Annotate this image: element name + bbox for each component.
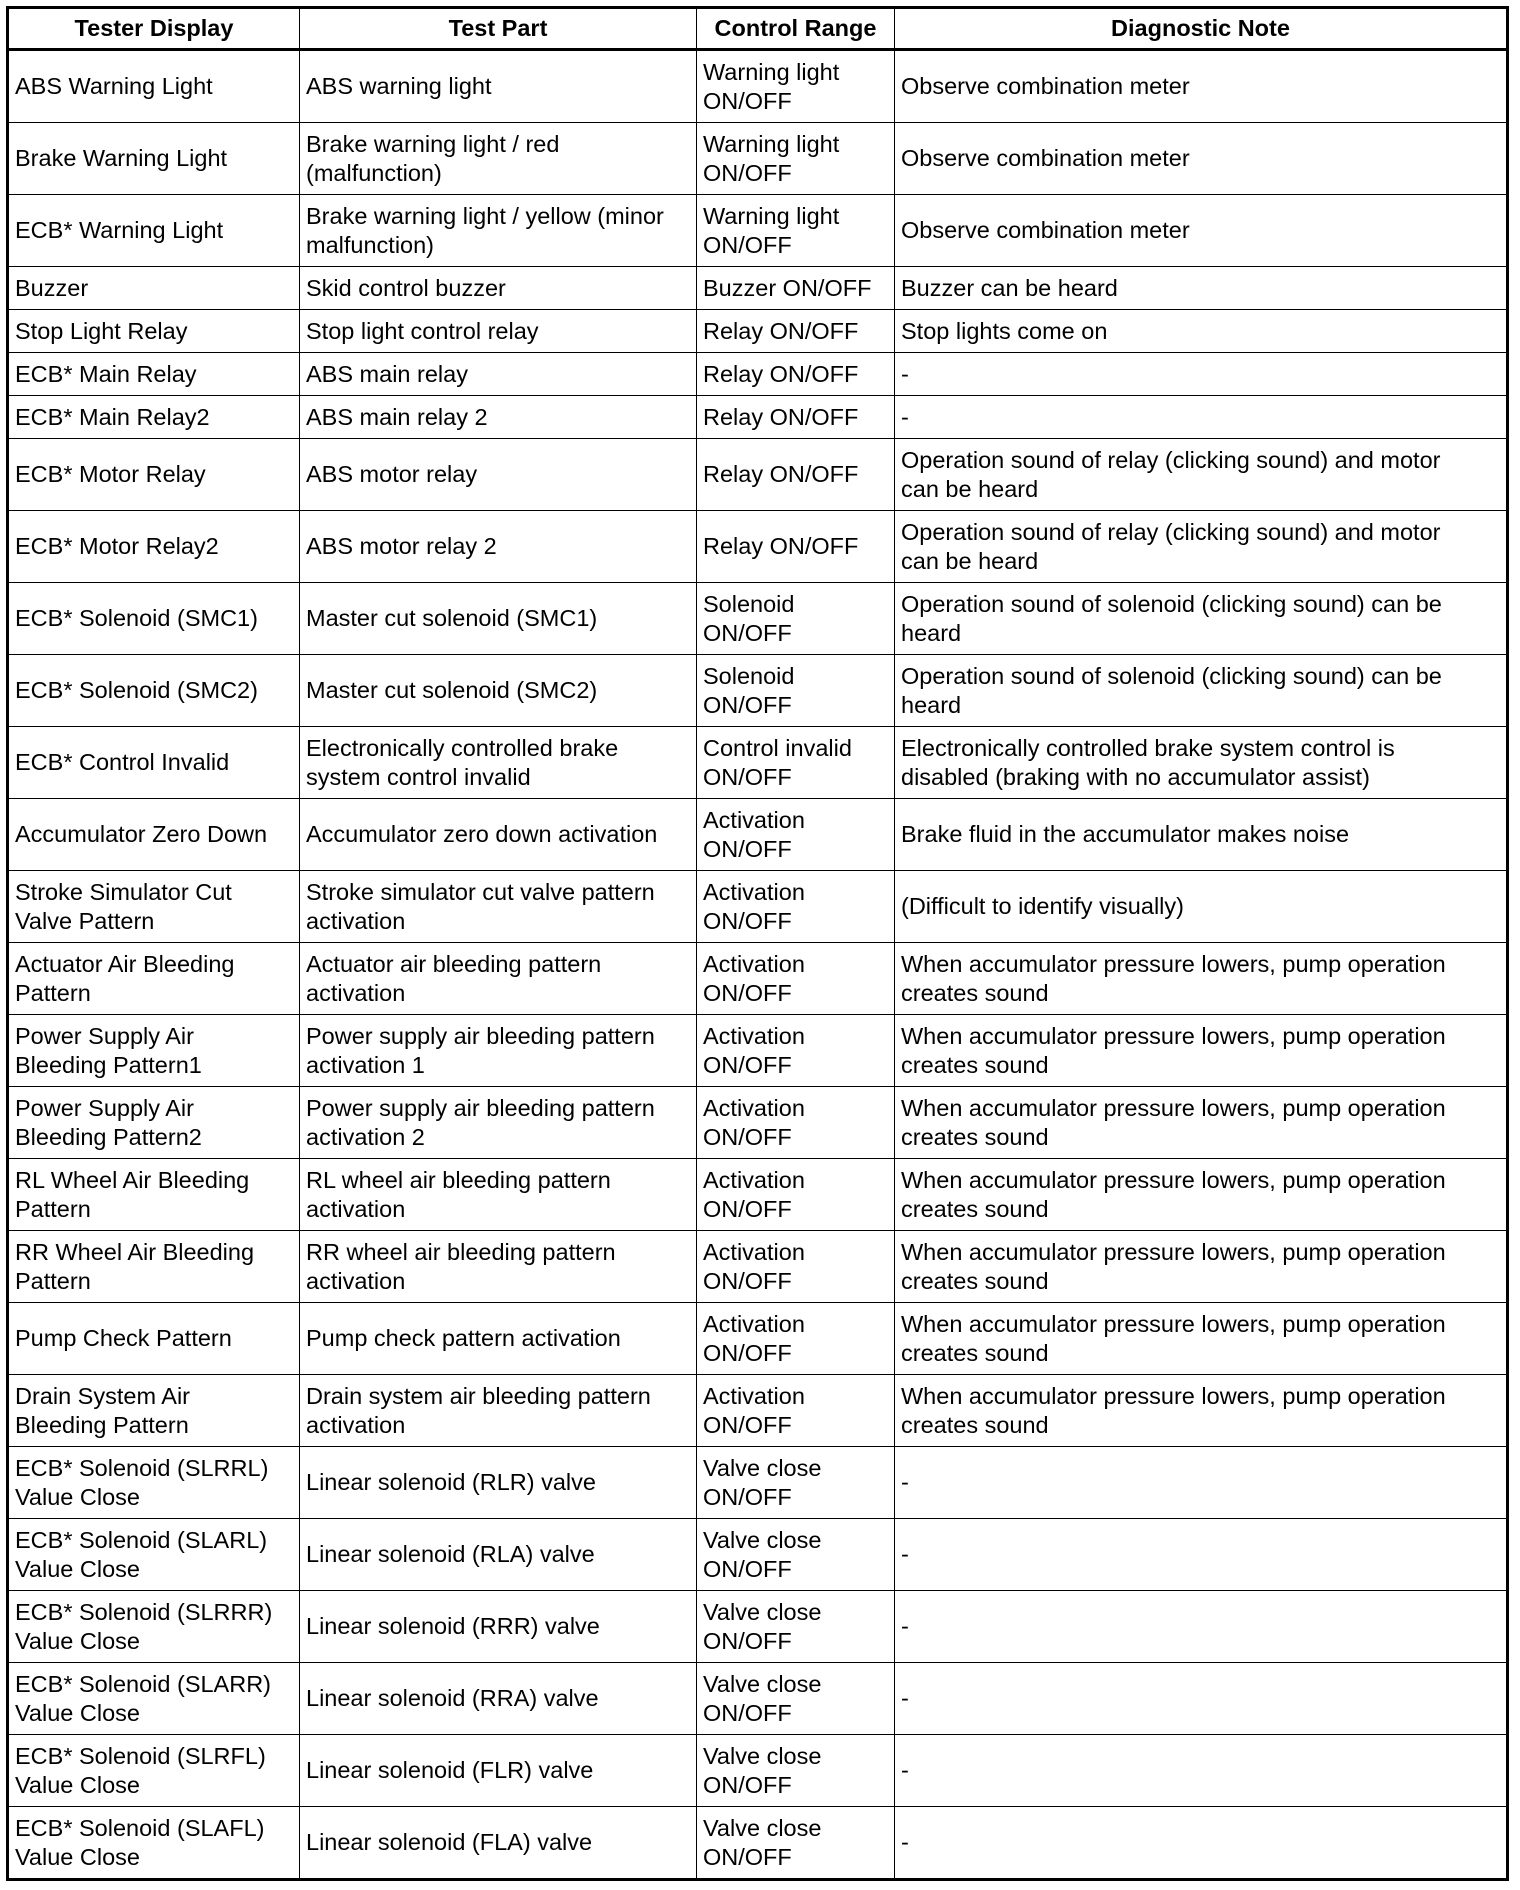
header-control-range: Control Range [697,8,895,50]
control-range-cell-text: Warning light ON/OFF [703,130,840,186]
control-range-cell-text: Activation ON/OFF [703,1166,805,1222]
tester-display-cell [8,1447,300,1519]
control-range-cell-text: Activation ON/OFF [703,1238,805,1294]
test-part-cell [300,1231,697,1303]
diagnostic-note-cell-text: Stop lights come on [901,317,1108,344]
tester-display-cell-text: RL Wheel Air Bleeding Pattern [15,1166,250,1222]
test-part-cell [300,439,697,511]
test-part-cell-text: ABS motor relay 2 [306,533,497,559]
control-range-cell-text: Valve close ON/OFF [703,1454,822,1510]
diagnostic-note-cell [895,1159,1508,1231]
tester-display-cell [8,1519,300,1591]
test-part-cell [300,353,697,396]
control-range-cell [697,50,895,123]
test-part-cell [300,655,697,727]
test-part-cell-text: Power supply air bleeding pattern activation 2 [306,1094,655,1150]
tester-display-cell-text: Stroke Simulator Cut Valve Pattern [15,878,232,934]
tester-display-cell-text: Accumulator Zero Down [15,821,268,847]
tester-display-cell-text: ECB* Solenoid (SLARL) Value Close [15,1526,268,1582]
control-range-cell-text: Valve close ON/OFF [703,1742,822,1798]
diagnostic-note-cell [895,1087,1508,1159]
control-range-cell [697,396,895,439]
test-part-cell [300,1303,697,1375]
test-part-cell-text: ABS main relay 2 [306,403,488,430]
control-range-cell [697,871,895,943]
control-range-cell [697,1231,895,1303]
control-range-cell-text: Activation ON/OFF [703,806,805,862]
test-part-cell-text: Pump check pattern activation [306,1325,621,1351]
tester-display-cell [8,267,300,310]
diagnostic-note-cell-text: Brake fluid in the accumulator makes noise [901,821,1350,847]
diagnostic-note-cell-text: Observe combination meter [901,145,1190,171]
tester-display-cell [8,439,300,511]
diagnostic-note-cell-text: - [901,1757,909,1783]
test-part-cell-text: Accumulator zero down activation [306,821,658,847]
diagnostic-note-cell [895,1303,1508,1375]
control-range-cell [697,1519,895,1591]
test-part-cell [300,1663,697,1735]
test-part-cell-text: Brake warning light / yellow (minor malfunction) [306,202,664,258]
test-part-cell-text: Drain system air bleeding pattern activation [306,1382,651,1438]
control-range-cell-text: Valve close ON/OFF [703,1598,822,1654]
tester-display-cell [8,727,300,799]
control-range-cell [697,1735,895,1807]
test-part-cell [300,1807,697,1880]
control-range-cell-text: Relay ON/OFF [703,360,859,387]
tester-display-cell [8,943,300,1015]
diagnostic-note-cell [895,799,1508,871]
table-row [8,1015,1508,1087]
control-range-cell-text: Activation ON/OFF [703,1382,805,1438]
control-range-cell-text: Activation ON/OFF [703,950,805,1006]
tester-display-cell [8,1015,300,1087]
test-part-cell-text: ABS motor relay [306,461,478,487]
test-part-cell [300,1015,697,1087]
tester-display-cell-text: ECB* Solenoid (SLARR) Value Close [15,1670,271,1726]
control-range-cell [697,1663,895,1735]
tester-display-cell-text: Drain System Air Bleeding Pattern [15,1382,190,1438]
control-range-cell [697,1159,895,1231]
diagnostic-note-cell [895,1015,1508,1087]
test-part-cell-text: Brake warning light / red (malfunction) [306,130,560,186]
tester-display-cell-text: ECB* Solenoid (SLRRR) Value Close [15,1598,273,1654]
tester-display-cell [8,1159,300,1231]
diagnostic-note-cell-text: - [901,1469,909,1495]
table-row [8,1519,1508,1591]
tester-display-cell [8,310,300,353]
table-body [8,50,1508,1880]
test-part-cell [300,727,697,799]
test-part-cell-text: Linear solenoid (FLR) valve [306,1757,594,1783]
control-range-cell [697,727,895,799]
table-row [8,439,1508,511]
control-range-cell-text: Solenoid ON/OFF [703,590,795,646]
diagnostic-note-cell-text: Observe combination meter [901,73,1190,99]
diagnostic-note-cell-text: Buzzer can be heard [901,274,1118,301]
diagnostic-note-cell [895,727,1508,799]
tester-display-cell-text: ECB* Warning Light [15,217,224,243]
table-row [8,583,1508,655]
test-part-cell-text: Power supply air bleeding pattern activation 1 [306,1022,655,1078]
table-row [8,1447,1508,1519]
diagnostic-note-cell [895,1447,1508,1519]
diagnostic-note-cell [895,439,1508,511]
test-part-cell [300,1087,697,1159]
test-part-cell [300,1375,697,1447]
tester-display-cell-text: Buzzer [15,274,89,301]
diagnostic-note-cell [895,1807,1508,1880]
diagnostic-note-cell [895,943,1508,1015]
tester-display-cell-text: Power Supply Air Bleeding Pattern2 [15,1094,202,1150]
diagnostic-note-cell-text: When accumulator pressure lowers, pump operation creates sound [901,1382,1446,1438]
control-range-cell-text: Warning light ON/OFF [703,202,840,258]
diagnostic-note-cell [895,1591,1508,1663]
table-row [8,1087,1508,1159]
table-row [8,1303,1508,1375]
diagnostic-note-cell [895,267,1508,310]
tester-display-cell [8,1087,300,1159]
tester-display-cell [8,1303,300,1375]
table-row [8,1231,1508,1303]
tester-display-cell-text: ECB* Control Invalid [15,749,230,775]
diagnostic-note-cell-text: Operation sound of solenoid (clicking sound) can be heard [901,662,1442,718]
tester-display-cell-text: ECB* Solenoid (SMC1) [15,605,258,631]
test-part-cell-text: Stroke simulator cut valve pattern activation [306,878,655,934]
active-test-table-container [6,6,1509,1881]
tester-display-cell-text: Actuator Air Bleeding Pattern [15,950,235,1006]
tester-display-cell [8,1663,300,1735]
test-part-cell-text: Stop light control relay [306,317,539,344]
control-range-cell [697,943,895,1015]
tester-display-cell-text: Brake Warning Light [15,145,228,171]
table-header-row [8,8,1508,50]
diagnostic-note-cell [895,353,1508,396]
control-range-cell-text: Warning light ON/OFF [703,58,840,114]
diagnostic-note-cell [895,511,1508,583]
control-range-cell-text: Relay ON/OFF [703,317,859,344]
table-row [8,353,1508,396]
test-part-cell-text: RR wheel air bleeding pattern activation [306,1238,616,1294]
diagnostic-note-cell-text: - [901,1541,909,1567]
test-part-cell-text: Actuator air bleeding pattern activation [306,950,602,1006]
control-range-cell [697,799,895,871]
control-range-cell-text: Valve close ON/OFF [703,1670,822,1726]
tester-display-cell-text: ECB* Motor Relay [15,461,206,487]
test-part-cell [300,799,697,871]
control-range-cell [697,655,895,727]
tester-display-cell-text: Power Supply Air Bleeding Pattern1 [15,1022,202,1078]
control-range-cell [697,1447,895,1519]
tester-display-cell-text: RR Wheel Air Bleeding Pattern [15,1238,255,1294]
diagnostic-note-cell [895,310,1508,353]
test-part-cell [300,871,697,943]
control-range-cell [697,439,895,511]
test-part-cell-text: Skid control buzzer [306,274,506,301]
control-range-cell-text: Relay ON/OFF [703,533,859,559]
header-tester-display: Tester Display [8,8,300,50]
header-test-part: Test Part [300,8,697,50]
control-range-cell [697,511,895,583]
diagnostic-note-cell-text: Operation sound of solenoid (clicking sound) can be heard [901,590,1442,646]
tester-display-cell-text: ECB* Solenoid (SLRRL) Value Close [15,1454,269,1510]
control-range-cell-text: Buzzer ON/OFF [703,274,872,301]
test-part-cell [300,396,697,439]
test-part-cell [300,1519,697,1591]
diagnostic-note-cell [895,1231,1508,1303]
test-part-cell-text: Master cut solenoid (SMC2) [306,677,598,703]
diagnostic-note-cell-text: When accumulator pressure lowers, pump operation creates sound [901,1166,1446,1222]
table-row [8,1591,1508,1663]
control-range-cell-text: Activation ON/OFF [703,1094,805,1150]
tester-display-cell [8,1375,300,1447]
test-part-cell [300,1591,697,1663]
test-part-cell [300,1735,697,1807]
diagnostic-note-cell-text: When accumulator pressure lowers, pump operation creates sound [901,1094,1446,1150]
active-test-table [6,6,1509,1881]
tester-display-cell [8,396,300,439]
diagnostic-note-cell-text: - [901,1829,909,1855]
control-range-cell [697,1303,895,1375]
control-range-cell-text: Valve close ON/OFF [703,1814,822,1870]
control-range-cell-text: Activation ON/OFF [703,1022,805,1078]
tester-display-cell [8,871,300,943]
diagnostic-note-cell [895,655,1508,727]
tester-display-cell-text: ECB* Main Relay [15,360,197,387]
diagnostic-note-cell-text: - [901,403,909,430]
control-range-cell [697,1015,895,1087]
table-row [8,799,1508,871]
test-part-cell [300,195,697,267]
tester-display-cell-text: ECB* Solenoid (SLRFL) Value Close [15,1742,266,1798]
test-part-cell-text: Linear solenoid (FLA) valve [306,1829,593,1855]
test-part-cell-text: Linear solenoid (RRR) valve [306,1613,600,1639]
tester-display-cell [8,1807,300,1880]
control-range-cell [697,1375,895,1447]
diagnostic-note-cell-text: (Difficult to identify visually) [901,893,1184,919]
control-range-cell-text: Control invalid ON/OFF [703,734,852,790]
control-range-cell-text: Activation ON/OFF [703,1310,805,1366]
diagnostic-note-cell-text: - [901,1685,909,1711]
diagnostic-note-cell [895,1519,1508,1591]
tester-display-cell-text: Stop Light Relay [15,317,188,344]
table-row [8,727,1508,799]
table-row [8,267,1508,310]
test-part-cell [300,123,697,195]
tester-display-cell [8,655,300,727]
header-diagnostic-note: Diagnostic Note [895,8,1508,50]
control-range-cell [697,310,895,353]
diagnostic-note-cell-text: Electronically controlled brake system control is disabled (braking with no accumulator assist) [901,734,1395,790]
diagnostic-note-cell-text: - [901,360,909,387]
table-row [8,655,1508,727]
test-part-cell [300,310,697,353]
diagnostic-note-cell-text: Observe combination meter [901,217,1190,243]
table-row [8,943,1508,1015]
tester-display-cell [8,1591,300,1663]
tester-display-cell [8,195,300,267]
tester-display-cell [8,1231,300,1303]
table-row [8,195,1508,267]
diagnostic-note-cell [895,50,1508,123]
table-row [8,511,1508,583]
table-row [8,1375,1508,1447]
tester-display-cell [8,353,300,396]
test-part-cell [300,511,697,583]
test-part-cell [300,1447,697,1519]
test-part-cell [300,267,697,310]
table-row [8,396,1508,439]
table-row [8,310,1508,353]
tester-display-cell [8,511,300,583]
diagnostic-note-cell [895,871,1508,943]
test-part-cell-text: ABS main relay [306,360,468,387]
diagnostic-note-cell-text: When accumulator pressure lowers, pump operation creates sound [901,1238,1446,1294]
control-range-cell [697,1807,895,1880]
test-part-cell [300,50,697,123]
test-part-cell [300,1159,697,1231]
tester-display-cell [8,583,300,655]
diagnostic-note-cell-text: - [901,1613,909,1639]
tester-display-cell [8,1735,300,1807]
tester-display-cell-text: Pump Check Pattern [15,1325,232,1351]
control-range-cell [697,267,895,310]
control-range-cell [697,1087,895,1159]
control-range-cell-text: Solenoid ON/OFF [703,662,795,718]
diagnostic-note-cell [895,1735,1508,1807]
diagnostic-note-cell-text: When accumulator pressure lowers, pump operation creates sound [901,1022,1446,1078]
table-row [8,1735,1508,1807]
table-row [8,123,1508,195]
tester-display-cell-text: ECB* Solenoid (SLAFL) Value Close [15,1814,265,1870]
test-part-cell [300,943,697,1015]
diagnostic-note-cell-text: When accumulator pressure lowers, pump operation creates sound [901,950,1446,1006]
control-range-cell [697,195,895,267]
diagnostic-note-cell [895,195,1508,267]
table-row [8,50,1508,123]
control-range-cell [697,123,895,195]
diagnostic-note-cell [895,123,1508,195]
diagnostic-note-cell [895,1375,1508,1447]
test-part-cell-text: Linear solenoid (RLA) valve [306,1541,595,1567]
diagnostic-note-cell [895,583,1508,655]
tester-display-cell [8,50,300,123]
control-range-cell-text: Relay ON/OFF [703,403,859,430]
test-part-cell-text: Linear solenoid (RRA) valve [306,1685,599,1711]
test-part-cell-text: Electronically controlled brake system control invalid [306,734,619,790]
diagnostic-note-cell-text: When accumulator pressure lowers, pump operation creates sound [901,1310,1446,1366]
diagnostic-note-cell [895,396,1508,439]
control-range-cell-text: Activation ON/OFF [703,878,805,934]
table-row [8,1807,1508,1880]
tester-display-cell-text: ECB* Motor Relay2 [15,533,219,559]
control-range-cell [697,353,895,396]
table-row [8,1159,1508,1231]
diagnostic-note-cell [895,1663,1508,1735]
tester-display-cell-text: ECB* Solenoid (SMC2) [15,677,258,703]
tester-display-cell-text: ECB* Main Relay2 [15,403,210,430]
control-range-cell [697,583,895,655]
control-range-cell-text: Valve close ON/OFF [703,1526,822,1582]
diagnostic-note-cell-text: Operation sound of relay (clicking sound) and motor can be heard [901,518,1441,574]
tester-display-cell [8,123,300,195]
control-range-cell-text: Relay ON/OFF [703,461,859,487]
test-part-cell-text: RL wheel air bleeding pattern activation [306,1166,611,1222]
diagnostic-note-cell-text: Operation sound of relay (clicking sound) and motor can be heard [901,446,1441,502]
test-part-cell [300,583,697,655]
test-part-cell-text: Linear solenoid (RLR) valve [306,1469,596,1495]
test-part-cell-text: ABS warning light [306,73,492,99]
test-part-cell-text: Master cut solenoid (SMC1) [306,605,598,631]
control-range-cell [697,1591,895,1663]
tester-display-cell [8,799,300,871]
table-row [8,871,1508,943]
table-row [8,1663,1508,1735]
tester-display-cell-text: ABS Warning Light [15,73,213,99]
